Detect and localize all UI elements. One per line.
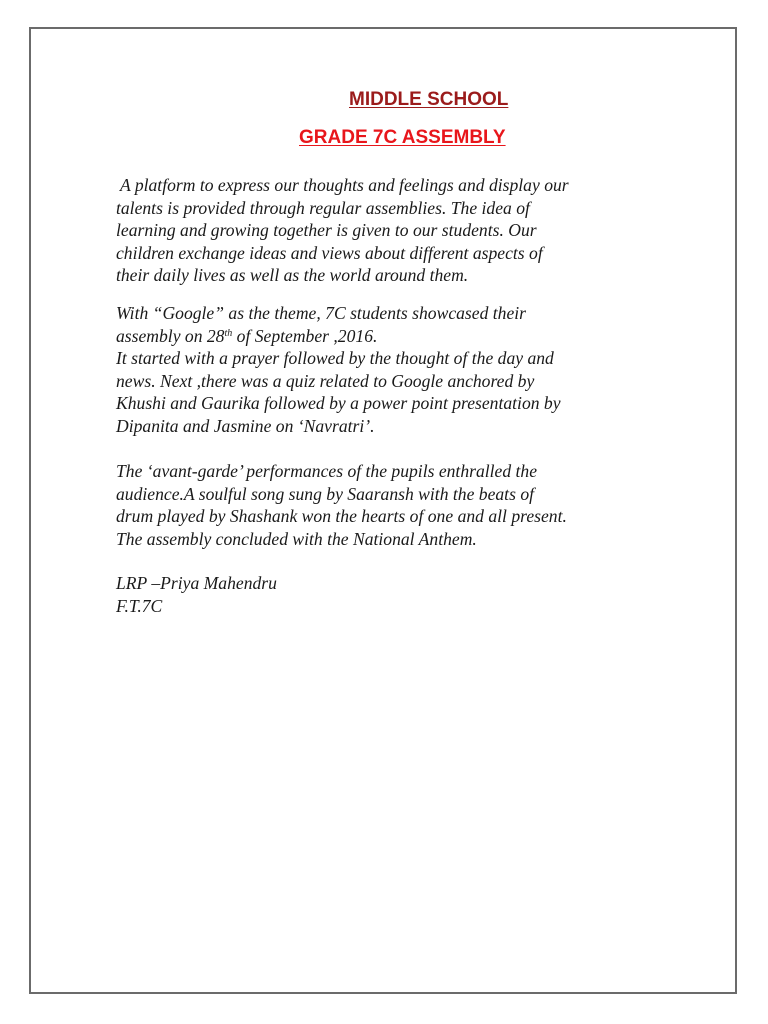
text-line: The assembly concluded with the National Anthem. [116, 528, 477, 549]
text-line: news. Next ,there was a quiz related to Google anchored by [116, 370, 535, 391]
text-line: children exchange ideas and views about different aspects of [116, 242, 543, 263]
text-line: Dipanita and Jasmine on ‘Navratri’. [116, 415, 375, 436]
signature-author: LRP –Priya Mahendru [116, 573, 277, 593]
text-line: their daily lives as well as the world around them. [116, 265, 469, 285]
text-line: talents is provided through regular assemblies. The idea of [116, 197, 530, 218]
text-line: learning and growing together is given to our students. Our [116, 220, 537, 240]
text-line: A platform to express our thoughts and feelings and display our [120, 175, 569, 195]
heading-middle-school: MIDDLE SCHOOL [349, 89, 509, 110]
text-line: With “Google” as the theme, 7C students showcased their [116, 303, 527, 323]
signature-block [116, 572, 676, 617]
signature-class: F.T.7C [116, 595, 163, 616]
text-line: audience.A soulful song sung by Saaransh with the beats of [116, 483, 534, 504]
date-text: assembly on 28 [116, 325, 225, 346]
text-line: drum played by Shashank won the hearts of one and all present. [116, 506, 567, 526]
text-line: The ‘avant-garde’ performances of the pupils enthralled the [116, 461, 538, 481]
ordinal-suffix: th [224, 327, 233, 339]
text-line: It started with a prayer followed by the thought of the day and [116, 348, 554, 368]
paragraph-performances [116, 460, 676, 550]
paragraph-intro [116, 174, 676, 287]
heading-grade-7c-assembly: GRADE 7C ASSEMBLY [299, 127, 506, 148]
paragraph-event-details [116, 302, 676, 437]
text-line: Khushi and Gaurika followed by a power point presentation by [116, 393, 561, 413]
date-text-rest: of September ,2016. [232, 325, 378, 346]
text-line-date [116, 325, 676, 348]
